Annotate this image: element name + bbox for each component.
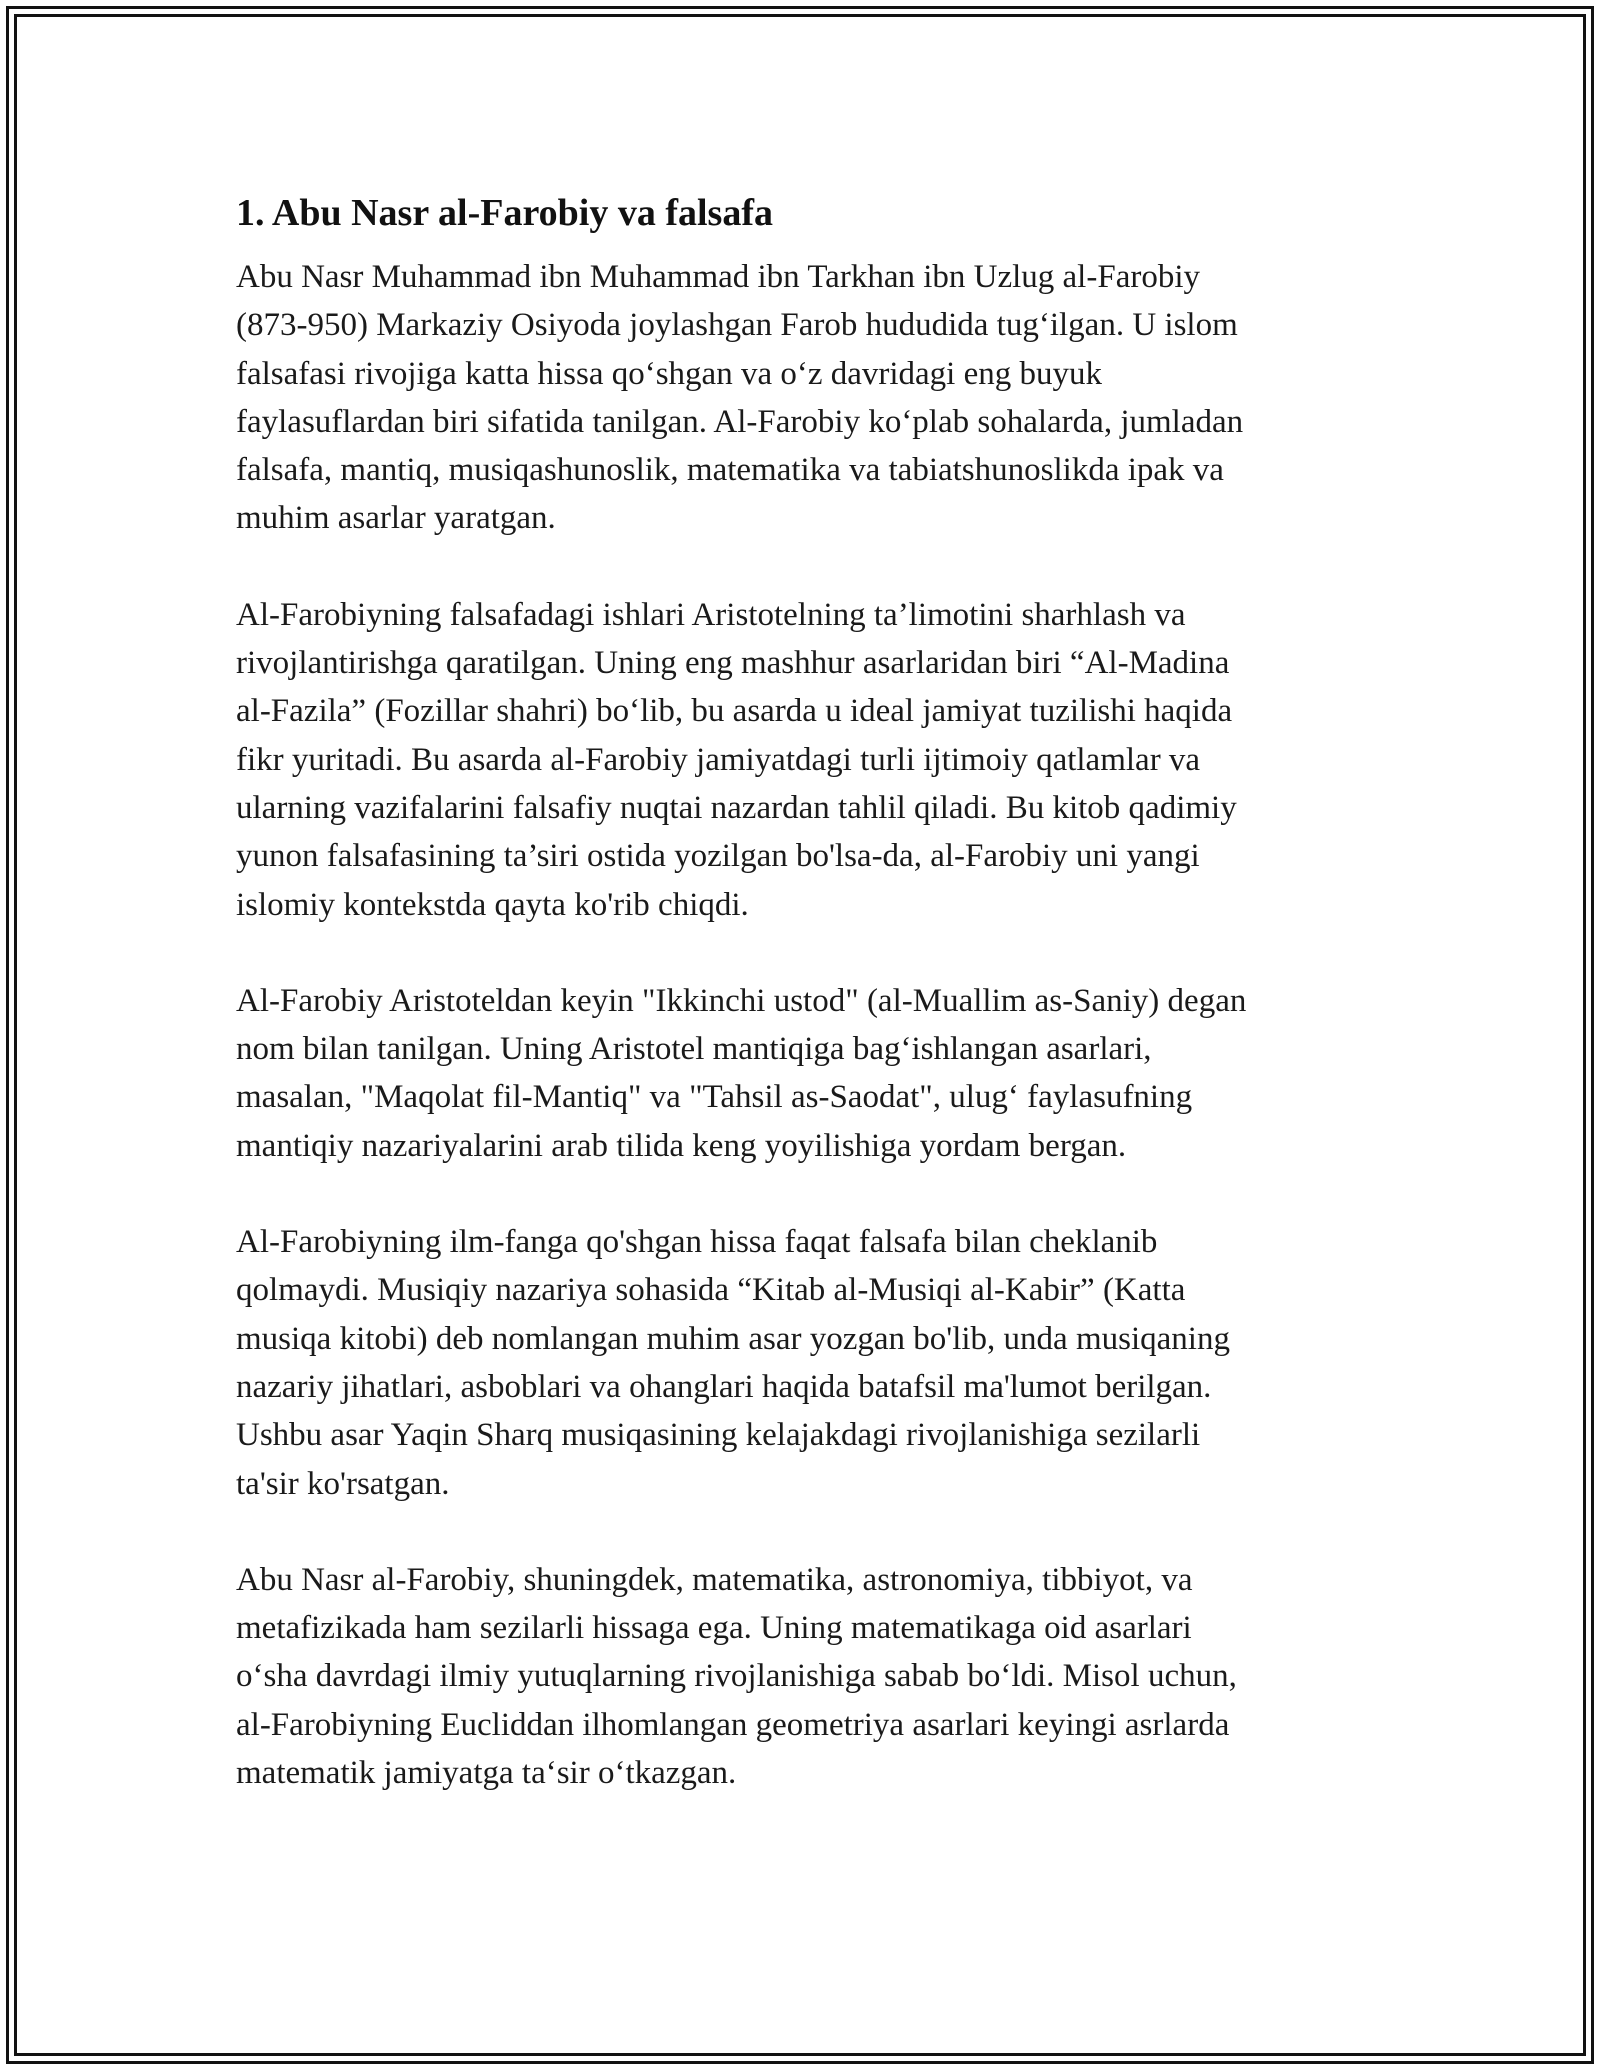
paragraph-line: masalan, "Maqolat fil-Mantiq" va "Tahsil as-Saodat", ulug‘ faylasufning [236, 1079, 1193, 1116]
paragraph-line: matematik jamiyatga ta‘sir o‘tkazgan. [236, 1755, 737, 1792]
paragraph-line: falsafasi rivojiga katta hissa qo‘shgan va o‘z davridagi eng buyuk [236, 355, 1102, 392]
paragraph-line: o‘sha davrdagi ilmiy yutuqlarning rivojlanishiga sabab bo‘ldi. Misol uchun, [236, 1658, 1237, 1695]
paragraph-line: metafizikada ham sezilarli hissaga ega. Uning matematikaga oid asarlari [236, 1610, 1192, 1647]
paragraph-line: ta'sir ko'rsatgan. [236, 1465, 450, 1502]
paragraph-line: Abu Nasr Muhammad ibn Muhammad ibn Tarkhan ibn Uzlug al-Farobiy [236, 259, 1200, 295]
paragraph-line: qolmaydi. Musiqiy nazariya sohasida “Kitab al-Musiqi al-Kabir” (Katta [236, 1272, 1186, 1309]
paragraph-line: fikr yuritadi. Bu asarda al-Farobiy jamiyatdagi turli ijtimoiy qatlamlar va [236, 741, 1201, 778]
paragraph-line: Abu Nasr al-Farobiy, shuningdek, matematika, astronomiya, tibbiyot, va [236, 1561, 1193, 1598]
section-heading: 1. Abu Nasr al-Farobiy va falsafa [236, 192, 773, 234]
paragraph-line: nom bilan tanilgan. Uning Aristotel mantiqiga bag‘ishlangan asarlari, [236, 1031, 1152, 1068]
paragraph-4 [236, 1218, 1376, 1508]
document-body [236, 182, 1376, 1845]
paragraph-line: Al-Farobiy Aristoteldan keyin "Ikkinchi ustod" (al-Muallim as-Saniy) degan [236, 982, 1247, 1019]
paragraph-2 [236, 591, 1376, 929]
paragraph-5 [236, 1556, 1376, 1797]
paragraph-line: nazariy jihatlari, asboblari va ohanglari haqida batafsil ma'lumot berilgan. [236, 1368, 1212, 1405]
paragraph-line: rivojlantirishga qaratilgan. Uning eng mashhur asarlaridan biri “Al-Madina [236, 645, 1230, 682]
paragraph-line: yunon falsafasining ta’siri ostida yozilgan bo'lsa-da, al-Farobiy uni yangi [236, 838, 1200, 875]
paragraph-line: mantiqiy nazariyalarini arab tilida keng yoyilishiga yordam bergan. [236, 1127, 1127, 1164]
paragraph-line: Al-Farobiyning falsafadagi ishlari Aristotelning ta’limotini sharhlash va [236, 596, 1186, 633]
paragraph-line: islomiy kontekstda qayta ko'rib chiqdi. [236, 886, 749, 923]
paragraph-line: falsafa, mantiq, musiqashunoslik, matematika va tabiatshunoslikda ipak va [236, 452, 1224, 489]
paragraph-line: musiqa kitobi) deb nomlangan muhim asar yozgan bo'lib, unda musiqaning [236, 1320, 1230, 1357]
paragraph-line: Ushbu asar Yaqin Sharq musiqasining kelajakdagi rivojlanishiga sezilarli [236, 1417, 1201, 1454]
paragraph-3 [236, 977, 1376, 1170]
paragraph-line: Al-Farobiyning ilm-fanga qo'shgan hissa faqat falsafa bilan cheklanib [236, 1224, 1158, 1261]
paragraph-line: muhim asarlar yaratgan. [236, 500, 556, 537]
paragraph-line: (873-950) Markaziy Osiyoda joylashgan Farob hududida tug‘ilgan. U islom [236, 307, 1238, 344]
paragraph-line: al-Farobiyning Eucliddan ilhomlangan geometriya asarlari keyingi asrlarda [236, 1706, 1230, 1743]
paragraph-line: al-Fazila” (Fozillar shahri) bo‘lib, bu asarda u ideal jamiyat tuzilishi haqida [236, 693, 1233, 730]
paragraph-line: faylasuflardan biri sifatida tanilgan. Al-Farobiy ko‘plab sohalarda, jumladan [236, 403, 1244, 440]
paragraph-1 [236, 253, 1376, 543]
paragraph-line: ularning vazifalarini falsafiy nuqtai nazardan tahlil qiladi. Bu kitob qadimiy [236, 789, 1237, 826]
